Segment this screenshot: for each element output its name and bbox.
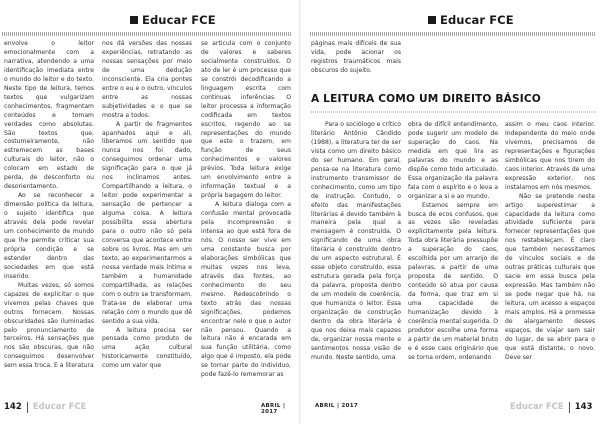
footer-divider <box>569 402 570 413</box>
square-bullet-icon <box>428 16 436 24</box>
text-column-2 <box>408 121 498 363</box>
paragraph: A leitura dialoga com a confusão mental provocada pela incompreensão e intensa ao que está fora de nós. O nosso ser vive em uma constante busca por elaborações simbólicas que muitas vezes nos leva, através das fontes, ao conhecimento do seu mesmo. Redescobrindo o texto atrás das nossas significações, podemos encontrar nele o que o autor não pensou. Quando a leitura não é encarada em sua função utilitária, como algo que é imposto, ela pode se tornar parte do individuo, pode fazê-lo rememorar as <box>201 201 291 379</box>
page-number: 142 <box>4 402 22 412</box>
paragraph: Estamos sempre em busca de ecos confusos, que as vezes são reveladas explicitamente pela leitura. Toda obra literária pressupõe a superação do caos, escolhida por um arranjo de palavras, a partir de uma proposta de sentido. O conteúdo só atua por causa da forma, que traz em si uma capacidade de humanização devido à coerência mental sugerida. O produtor escolhe uma forma a partir de um material bruto e é esse caos originário que se torna ordem, ordenando <box>408 201 498 361</box>
text-column-1 <box>4 40 94 371</box>
intro-text <box>311 40 401 76</box>
text-column-3 <box>505 121 595 363</box>
text-column-1 <box>311 121 401 363</box>
paragraph: envolve o leitor emocionalmente com a narrativa, atendendo a uma identificação imediata entre o mundo do leitor e do texto. Neste tipo de leitura, temos textos que vulgarizam conhecimentos, fragmentam conteúdos e tomam verdades como absolutas. São textos que, costumeiramente, não estremecem as bases culturais do leitor, não o colocam em estado de perda, de desconforto ou desorientamento. <box>4 40 94 191</box>
running-head-title: Educar FCE <box>440 13 514 27</box>
issue-date: ABRIL | 2017 <box>315 403 358 409</box>
paragraph: assim o meu caos interior. Independente do meio onde vivemos, precisamos de representações e figurações simbólicas que nos tirem do caos interior. Através de uma expressão exterior, nos instalamos em nós mesmos. <box>505 121 595 191</box>
paragraph: se articula com o conjunto de valores e saberes socialmente construídos. O ato de ler é um processo que se constrói decodificando a linguagem escrita com continuas inferências. O leitor processa a informação codificada em textos escritos, regendo ao se representações do mundo que este o trazem, em função de seus conhecimentos e valores prévios. Toda leitura exige um envolvimento entre a informação textual e a própria bagagem do leitor. <box>201 40 291 200</box>
paragraph: Ao se reconhecer a dimensão política da leitura, o sujeito identifica que através dela pode revelar um conhecimento de mundo que lhe permite criticar sua própria condição e se estender dentro das sociedades em que está inserido. <box>4 192 94 280</box>
square-bullet-icon <box>130 16 138 24</box>
header-rule <box>310 32 596 36</box>
footer-brand: Educar FCE <box>510 402 564 412</box>
right-page <box>300 0 600 424</box>
running-head <box>428 12 514 28</box>
footer-brand: Educar FCE <box>32 402 87 412</box>
paragraph: Para o sociólogo e crítico literário Antônio Cândido (1988), a literatura ter de ser vista como um direito básico do ser humano. Em geral, pensa-se na literatura como instrumento transmissor de conhecimento, como um tipo de instrução. Contudo, o efeito das manifestações literárias é devido também à maneira pela qual a mensagem é construída. O significando de uma obra literária é construído dentro de um aspecto estrutural. É esse objeto construído, essa estrutura gerada pela força da palavra, proposta dentro de um modelo de coerência, que humaniza o leitor. Essa organização de construção dentro da obra literária é que nos deixa mais capazes de, organizar nossa mente e sentimentos nossa visão de mundo. Neste sentido, uma <box>311 121 402 361</box>
paragraph: páginas mais difíceis de sua vida, pode acionar os registros traumáticos mais obscuros do sujeito. <box>311 40 401 74</box>
section-rule <box>311 111 596 113</box>
section-heading: A LEITURA COMO UM DIREITO BÁSICO <box>311 93 541 105</box>
page-footer <box>4 400 86 414</box>
issue-date: ABRIL | 2017 <box>261 403 286 415</box>
running-head-title: Educar FCE <box>142 13 216 27</box>
paragraph: Muitas vezes, só somos capazes de explicitar o que vivemos pelas chaves que outros fornecem. Nossas obscuridades são iluminadas pelo pronunciamento de terceiros. Há sensações que nos são obscuras, que não conseguimos desenvolver sem essa troca. E a literatura <box>4 281 94 370</box>
header-rule <box>2 32 292 36</box>
paragraph: A partir de fragmentos apanhados aqui e ali, liberamos um sentido que nunca nos foi dado, conseguimos ordenar uma significação para o que já nos inclinamos antes. Compartilhando a leitura, o leitor pode experimentar a sensação de pertencer a alguma coisa. A leitura possibilita essa abertura para o outro não só pela conversa que acontece entre sobre os livros. Mas em um texto, ao experimentarmos a nossa verdade mais íntima e também a humanidade compartilhada, as relações com o outro se transformam. Trata-se de elaborar uma relação com o mundo que dê sentido a sua vida. <box>102 120 192 325</box>
running-head <box>130 12 216 28</box>
page-footer <box>510 400 592 414</box>
paragraph: nos dá versões das nossas experiências, retratando as nossas sensações por meio de uma dedução inconsciente. Ela cria pontes entre o eu e o outro, vínculos entre as nossas subjetividades e o que se mostra a todos. <box>102 40 192 119</box>
paragraph: Não se pretende neste artigo superestimar a capacidade da leitura como atividade suficiente para fornecer representações que nos restabeleçam. É claro que também necessitamos de vínculos sociais e de outras práticas culturais que sacie em essa busca pela expressão. Mas também não se pode negar que há, na leitura, um acesso a espaços mais amplos. Há a promessa de alargamento desses espaços, de viajar sem sair do lugar, de se abrir para o que está distante, o novo. Deve ser <box>505 192 595 361</box>
text-column-3 <box>201 40 291 380</box>
footer-divider <box>27 402 28 413</box>
paragraph: obra de difícil entendimento, pode sugerir um modelo de superação do caos. Na medida em que lira as palavras do mundo e as dispõe como todo articulado. Essa organização da palavra fala com o espírito e o leva a organizar a si e ao mundo. <box>408 121 498 200</box>
paragraph: A leitura precisa ser pensada como produto de uma ação cultural historicamente constituído, como um valor que <box>102 326 192 370</box>
text-column-2 <box>102 40 192 371</box>
page-number: 143 <box>574 402 593 412</box>
